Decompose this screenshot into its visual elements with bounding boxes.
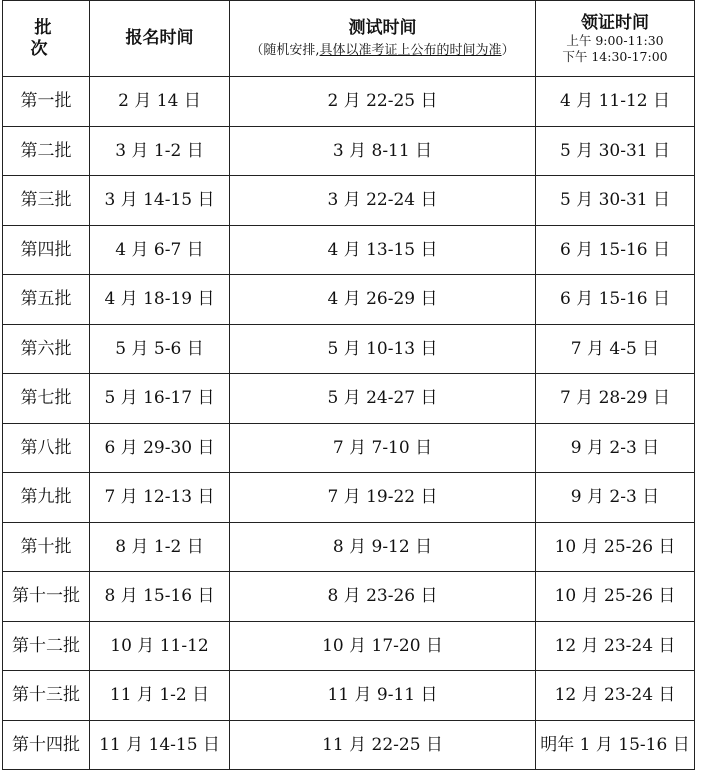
table-row [3,621,695,671]
cell-register: 2 月 14 日 [90,77,230,127]
cell-batch: 第三批 [3,176,90,226]
cell-test: 11 月 22-25 日 [230,720,536,770]
cell-cert: 5 月 30-31 日 [536,126,695,176]
table-row [3,77,695,127]
cell-batch: 第二批 [3,126,90,176]
cell-batch: 第六批 [3,324,90,374]
cell-batch: 第十四批 [3,720,90,770]
header-cert: 领证时间 上午 9:00-11:30 下午 14:30-17:00 [536,1,695,77]
cell-cert: 7 月 4-5 日 [536,324,695,374]
cell-test: 4 月 13-15 日 [230,225,536,275]
table-row [3,324,695,374]
cell-batch: 第九批 [3,473,90,523]
table-row [3,275,695,325]
cell-cert: 9 月 2-3 日 [536,423,695,473]
cell-cert: 6 月 15-16 日 [536,275,695,325]
cell-test: 8 月 9-12 日 [230,522,536,572]
header-test: 测试时间 （随机安排,具体以准考证上公布的时间为准） [230,1,536,77]
cell-register: 8 月 1-2 日 [90,522,230,572]
cell-batch: 第七批 [3,374,90,424]
cell-test: 7 月 7-10 日 [230,423,536,473]
cell-register: 3 月 14-15 日 [90,176,230,226]
cert-am: 上午 9:00-11:30 [566,33,664,49]
cell-test: 4 月 26-29 日 [230,275,536,325]
table-row [3,720,695,770]
cell-cert: 明年 1 月 15-16 日 [536,720,695,770]
header-batch: 批 次 [3,1,90,77]
table-row [3,126,695,176]
cell-register: 11 月 14-15 日 [90,720,230,770]
cell-test: 8 月 23-26 日 [230,572,536,622]
cell-register: 6 月 29-30 日 [90,423,230,473]
cell-register: 4 月 18-19 日 [90,275,230,325]
cell-register: 4 月 6-7 日 [90,225,230,275]
cell-batch: 第五批 [3,275,90,325]
table-row [3,473,695,523]
cell-cert: 10 月 25-26 日 [536,572,695,622]
table-row [3,522,695,572]
cell-cert: 9 月 2-3 日 [536,473,695,523]
cell-test: 5 月 24-27 日 [230,374,536,424]
cell-test: 10 月 17-20 日 [230,621,536,671]
cell-batch: 第四批 [3,225,90,275]
table-row [3,176,695,226]
cell-test: 3 月 22-24 日 [230,176,536,226]
cell-batch: 第十批 [3,522,90,572]
cell-cert: 12 月 23-24 日 [536,671,695,721]
cell-batch: 第十三批 [3,671,90,721]
header-register: 报名时间 [90,1,230,77]
test-note: （随机安排,具体以准考证上公布的时间为准） [250,43,515,59]
cell-batch: 第八批 [3,423,90,473]
cell-cert: 5 月 30-31 日 [536,176,695,226]
cell-batch: 第十二批 [3,621,90,671]
cell-batch: 第十一批 [3,572,90,622]
cell-test: 5 月 10-13 日 [230,324,536,374]
cell-register: 8 月 15-16 日 [90,572,230,622]
cell-register: 11 月 1-2 日 [90,671,230,721]
cell-cert: 6 月 15-16 日 [536,225,695,275]
table-row [3,572,695,622]
table-row [3,671,695,721]
cell-test: 7 月 19-22 日 [230,473,536,523]
cert-pm: 下午 14:30-17:00 [562,48,668,64]
cell-test: 3 月 8-11 日 [230,126,536,176]
cell-register: 7 月 12-13 日 [90,473,230,523]
cell-cert: 10 月 25-26 日 [536,522,695,572]
cell-cert: 4 月 11-12 日 [536,77,695,127]
table-row [3,423,695,473]
table-row [3,225,695,275]
cell-cert: 12 月 23-24 日 [536,621,695,671]
header-row [3,1,695,77]
table-row [3,374,695,424]
cell-cert: 7 月 28-29 日 [536,374,695,424]
cell-register: 5 月 16-17 日 [90,374,230,424]
cell-register: 10 月 11-12 [90,621,230,671]
cell-batch: 第一批 [3,77,90,127]
cell-test: 11 月 9-11 日 [230,671,536,721]
cell-register: 3 月 1-2 日 [90,126,230,176]
cell-register: 5 月 5-6 日 [90,324,230,374]
cell-test: 2 月 22-25 日 [230,77,536,127]
schedule-table [2,0,695,770]
